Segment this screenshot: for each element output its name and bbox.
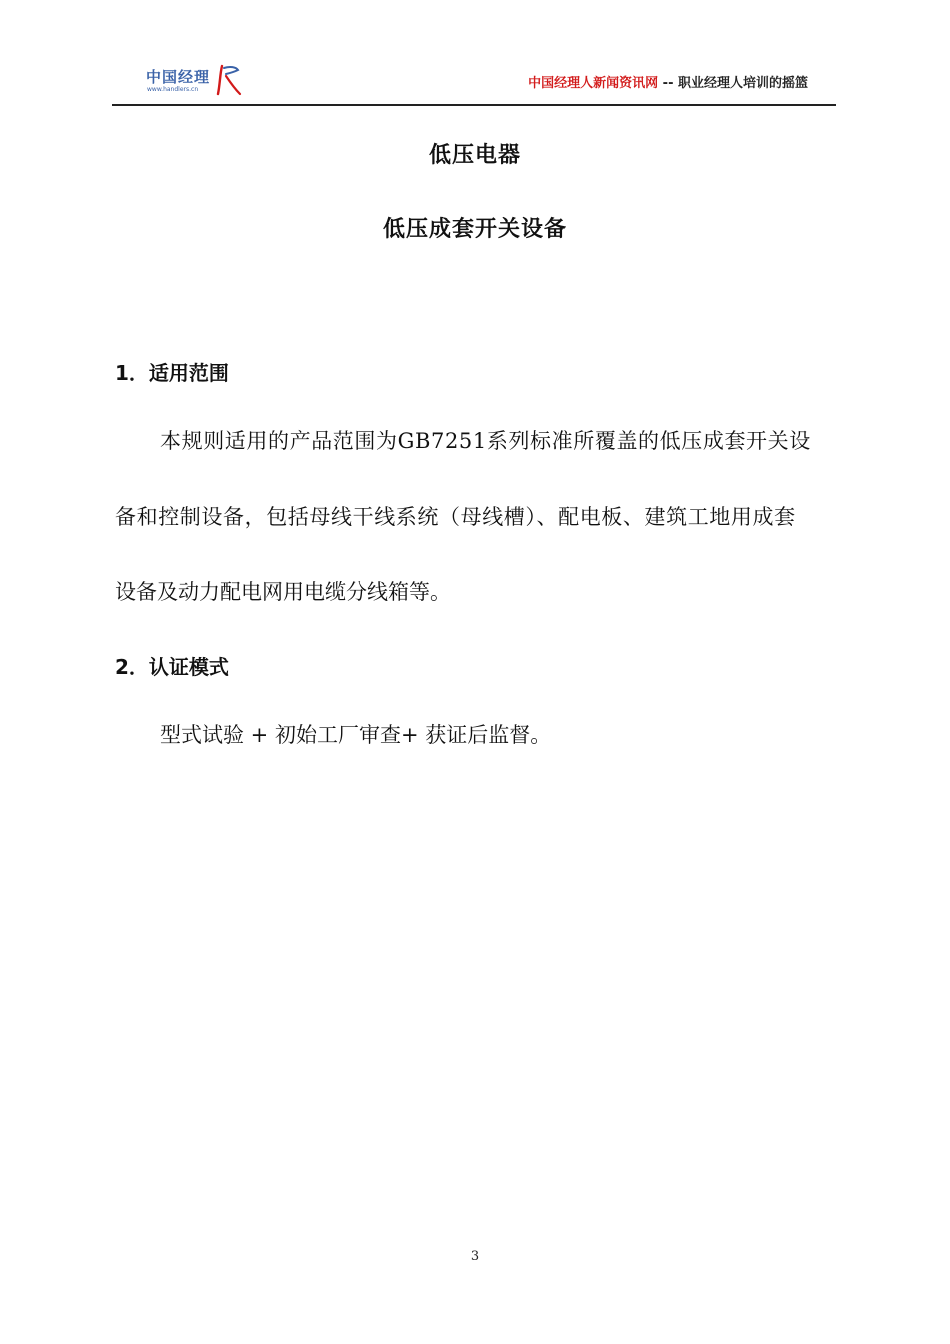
slogan-tagline: -- 职业经理人培训的摇篮 — [658, 76, 808, 91]
scope-paragraph-line: 设备及动力配电网用电缆分线箱等。 — [115, 580, 451, 604]
certification-mode-paragraph: 型式试验 + 初始工厂审查+ 获证后监督。 — [160, 723, 552, 747]
logo-mark-icon — [216, 64, 242, 96]
logo-url: www.handlers.cn — [147, 86, 199, 93]
page-number: 3 — [470, 1249, 480, 1264]
document-subtitle: 低压成套开关设备 — [382, 217, 567, 242]
section-heading-certification-mode: 2．认证模式 — [115, 655, 229, 679]
header-slogan — [528, 72, 808, 91]
slogan-site-name: 中国经理人新闻资讯网 — [528, 76, 659, 91]
logo-text: 中国经理 — [146, 68, 211, 86]
section-heading-scope: 1．适用范围 — [115, 361, 229, 385]
document-title: 低压电器 — [428, 143, 521, 168]
scope-paragraph-line: 本规则适用的产品范围为GB7251系列标准所覆盖的低压成套开关设 — [160, 429, 811, 453]
handlers-logo — [146, 66, 246, 98]
scope-paragraph-line: 备和控制设备，包括母线干线系统（母线槽）、配电板、建筑工地用成套 — [115, 505, 796, 529]
page-header — [112, 62, 836, 106]
